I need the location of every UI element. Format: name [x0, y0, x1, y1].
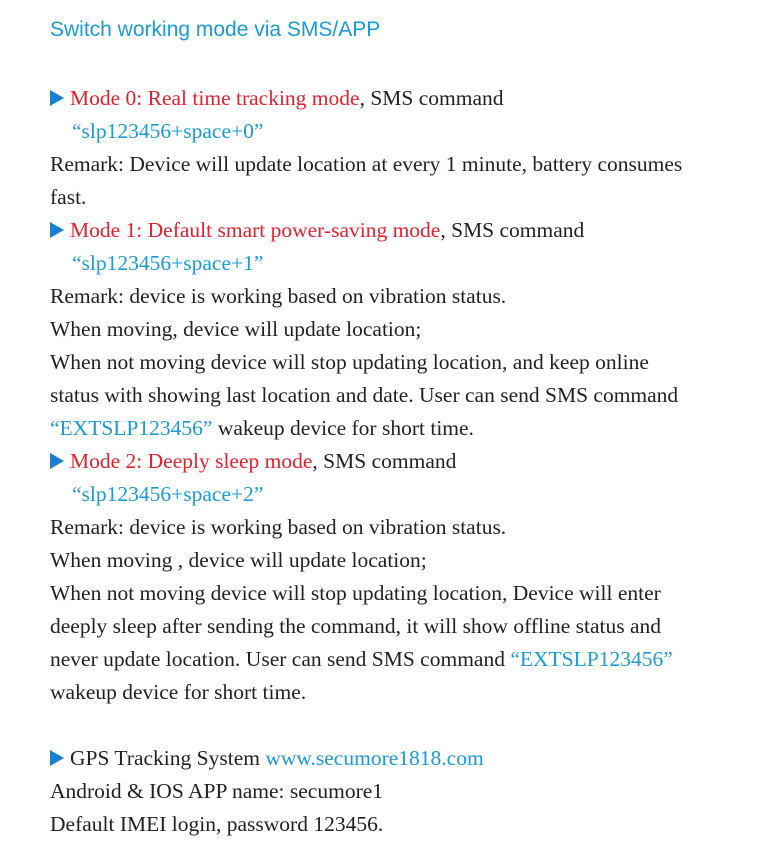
mode2-not-moving-2: deeply sleep after sending the command, it will show offline status and [50, 614, 662, 638]
gps-label: GPS Tracking System [70, 746, 266, 770]
mode1-remark: Remark: device is working based on vibration status. [50, 284, 507, 308]
gps-url-link[interactable]: www.secumore1818.com [265, 746, 484, 770]
mode2-not-moving-3-line [50, 643, 750, 676]
mode1-wake-text: wakeup device for short time. [212, 416, 474, 440]
mode1-moving: When moving, device will update location; [50, 317, 422, 341]
mode0-heading-line [50, 82, 750, 115]
mode0-remark-2: fast. [50, 185, 87, 209]
mode2-remark: Remark: device is working based on vibration status. [50, 515, 507, 539]
mode2-not-moving-3: never update location. User can send SMS command [50, 647, 511, 671]
mode1-wake-command: “EXTSLP123456” [50, 416, 213, 440]
mode1-suffix: , SMS command [440, 218, 585, 242]
mode2-wake-text: wakeup device for short time. [50, 680, 307, 704]
mode0-command: “slp123456+space+0” [72, 119, 264, 143]
mode2-heading: Mode 2: Deeply sleep mode [70, 449, 313, 473]
mode0-suffix: , SMS command [359, 86, 504, 110]
default-login: Default IMEI login, password 123456. [50, 812, 384, 836]
mode1-command: “slp123456+space+1” [72, 251, 264, 275]
mode2-suffix: , SMS command [312, 449, 457, 473]
document-body [50, 82, 750, 841]
mode2-not-moving-1: When not moving device will stop updating location, Device will enter [50, 581, 661, 605]
spacer [50, 709, 750, 742]
page-title: Switch working mode via SMS/APP [50, 18, 381, 41]
mode1-not-moving-1: When not moving device will stop updating location, and keep online [50, 350, 649, 374]
play-triangle-icon [50, 222, 64, 238]
mode1-not-moving-2: status with showing last location and date. User can send SMS command [50, 383, 679, 407]
mode0-heading: Mode 0: Real time tracking mode [70, 86, 360, 110]
mode2-command: “slp123456+space+2” [72, 482, 264, 506]
gps-line [50, 742, 750, 775]
app-name: Android & IOS APP name: secumore1 [50, 779, 384, 803]
mode2-wake-command: “EXTSLP123456” [510, 647, 673, 671]
mode0-remark-1: Remark: Device will update location at every 1 minute, battery consumes [50, 152, 683, 176]
mode1-heading: Mode 1: Default smart power-saving mode [70, 218, 441, 242]
mode1-wake-line [50, 412, 750, 445]
play-triangle-icon [50, 750, 64, 766]
mode1-heading-line [50, 214, 750, 247]
play-triangle-icon [50, 90, 64, 106]
play-triangle-icon [50, 453, 64, 469]
mode2-heading-line [50, 445, 750, 478]
mode2-moving: When moving , device will update location; [50, 548, 427, 572]
